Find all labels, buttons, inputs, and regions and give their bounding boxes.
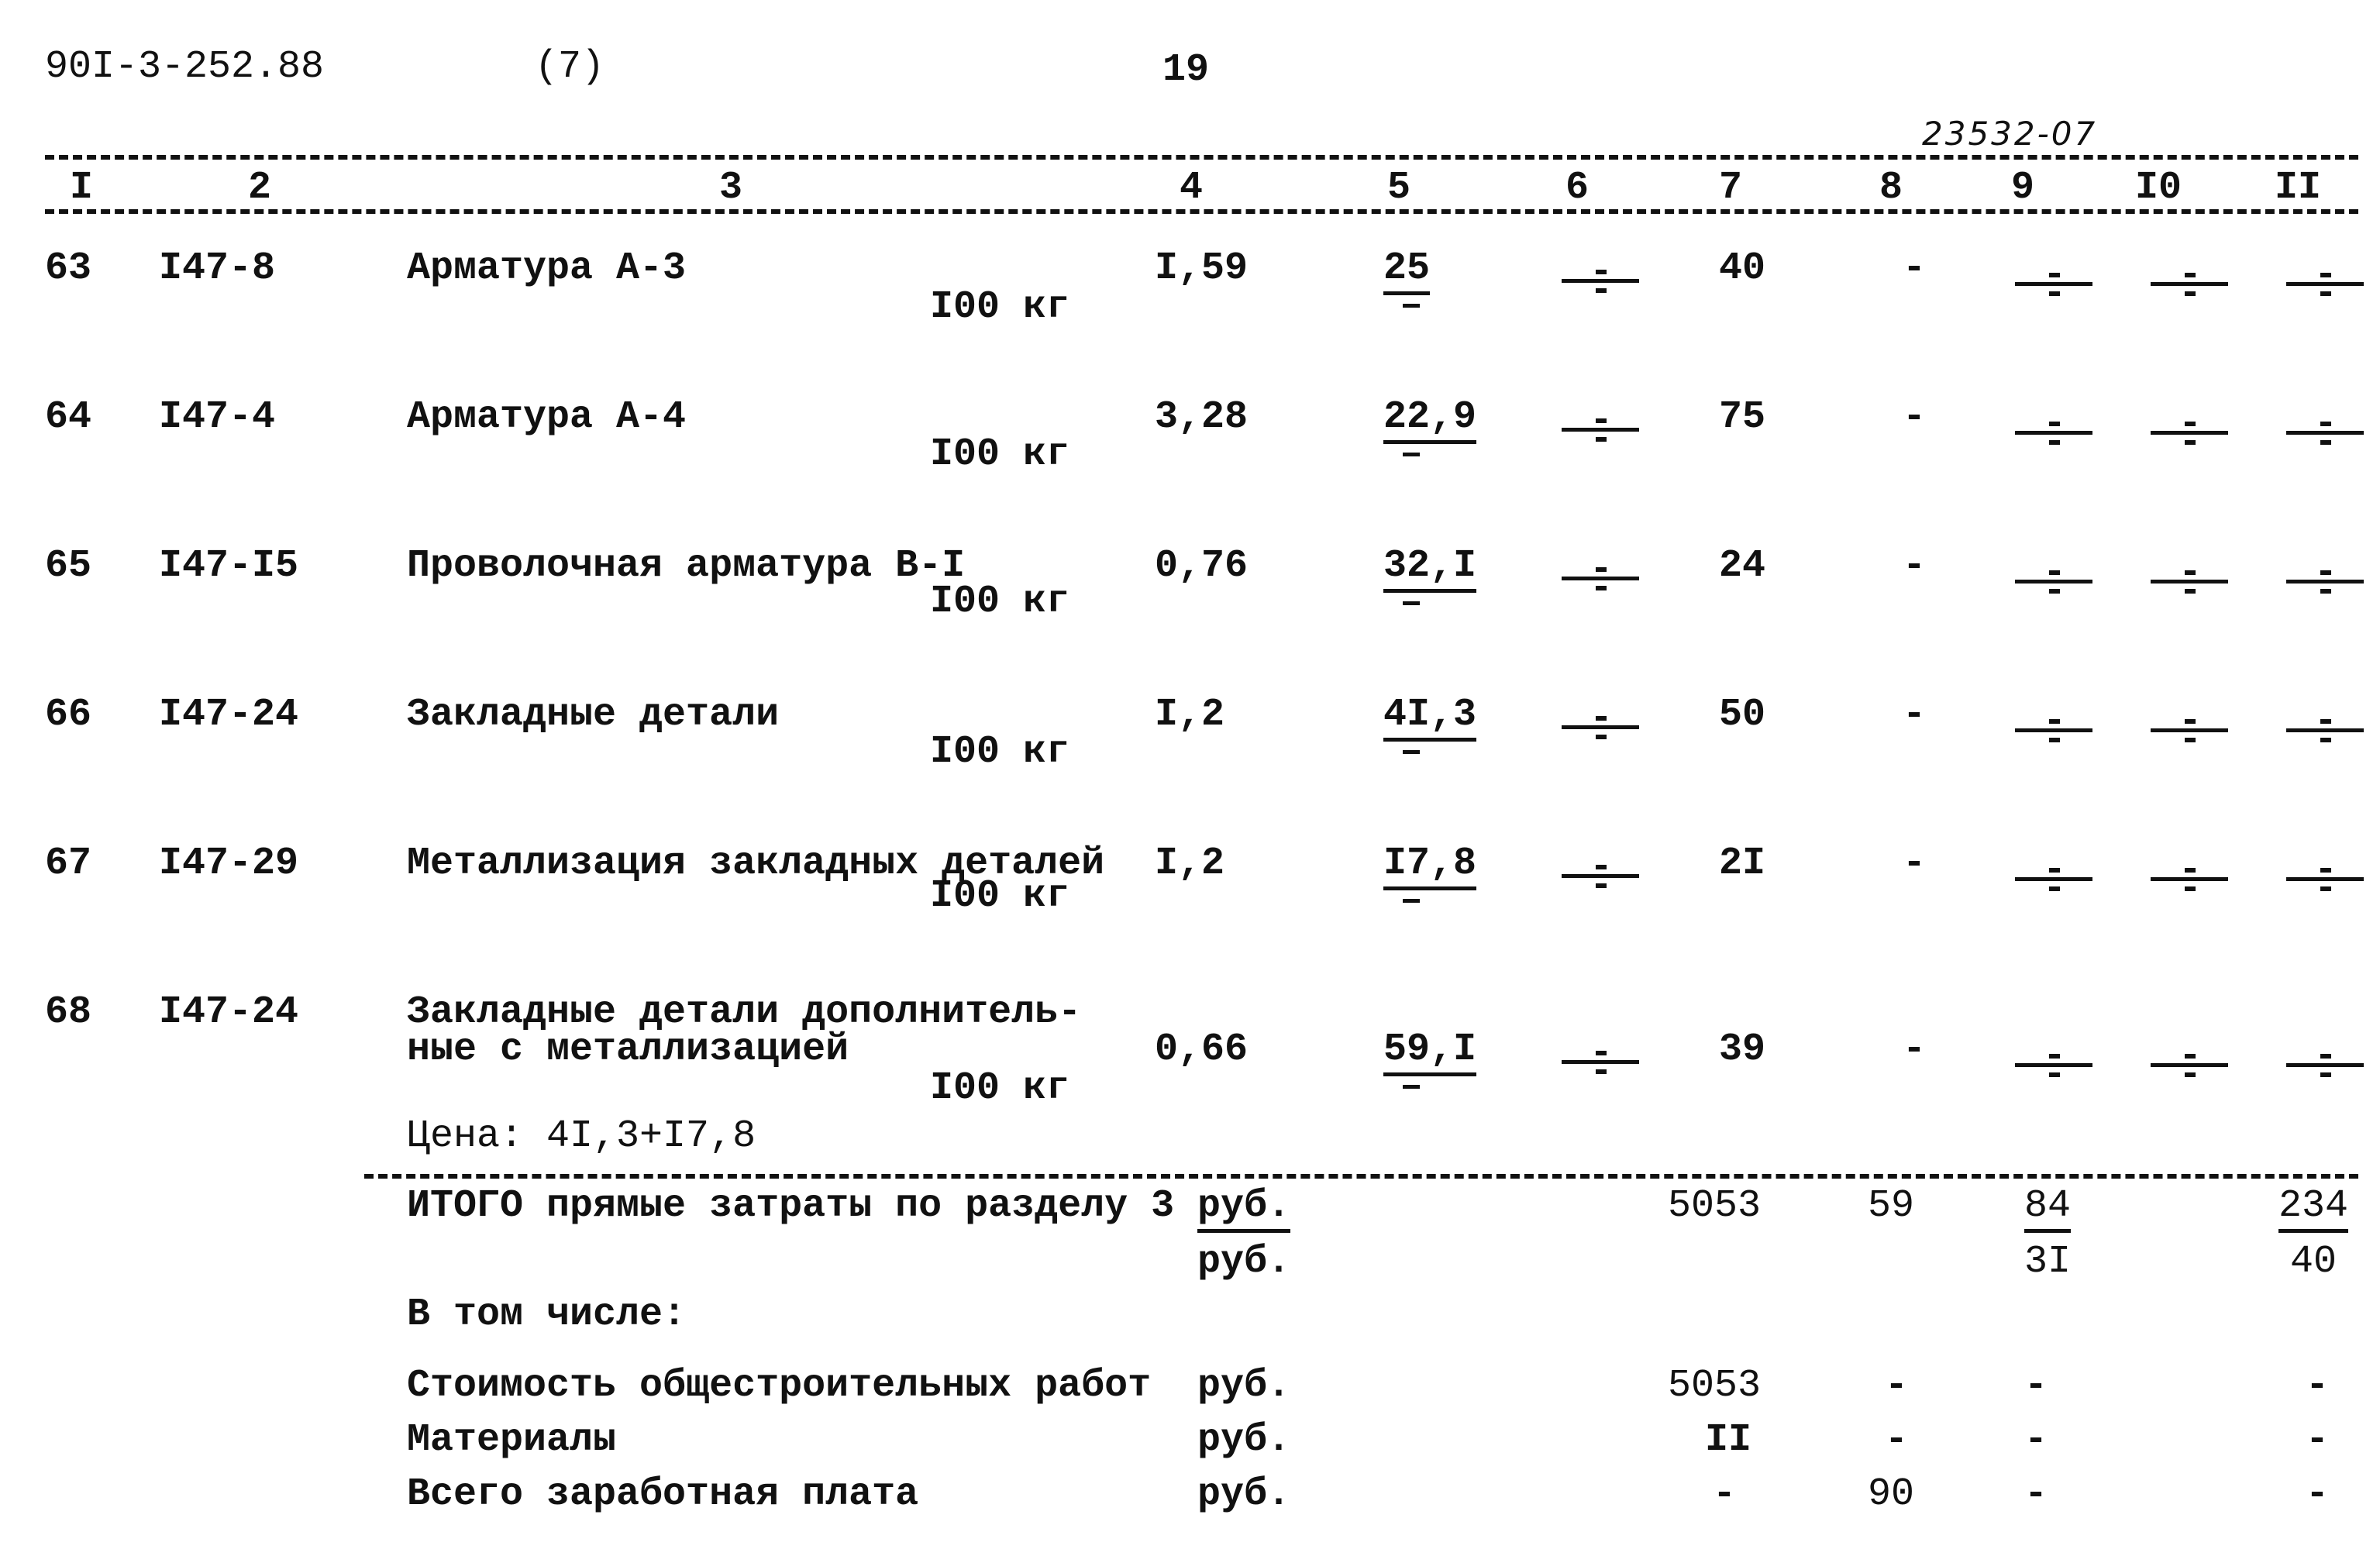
breakdown-col8: - (1885, 1364, 1909, 1408)
breakdown-col11: - (2306, 1418, 2330, 1462)
row-name: Закладные детали (407, 693, 780, 737)
row-col6-empty (1562, 567, 1639, 590)
row-code: I47-4 (159, 395, 276, 439)
row-unit: I00 кг (930, 730, 1070, 774)
summary-unit-2: руб. (1197, 1240, 1291, 1284)
column-header-10: I0 (2135, 166, 2182, 210)
row-unit: I00 кг (930, 1066, 1070, 1110)
row-col10-empty (2151, 868, 2228, 891)
row-total: 40 (1719, 246, 1766, 291)
row-unit: I00 кг (930, 874, 1070, 918)
row-total: 2I (1719, 842, 1766, 886)
row-price-dash (1403, 304, 1420, 308)
row-unit-price: I7,8 (1383, 845, 1476, 890)
row-unit: I00 кг (930, 580, 1070, 624)
row-price-dash (1403, 601, 1420, 605)
column-header-3: 3 (719, 166, 743, 210)
row-number: 65 (45, 544, 92, 588)
row-code: I47-I5 (159, 544, 299, 588)
summary-label: ИТОГО прямые затраты по разделу 3 (407, 1184, 1175, 1228)
summary-rule (364, 1174, 2358, 1179)
column-header-8: 8 (1879, 166, 1903, 210)
column-header-9: 9 (2011, 166, 2035, 210)
row-col9-empty (2015, 719, 2092, 742)
row-code: I47-29 (159, 842, 299, 886)
summary-col9-top: 84 (2024, 1187, 2071, 1233)
row-col11-empty (2286, 1054, 2364, 1077)
row-price-dash (1403, 750, 1420, 754)
row-col8: - (1903, 1028, 1927, 1072)
breakdown-col9: - (2024, 1472, 2048, 1516)
row-col11-empty (2286, 570, 2364, 594)
row-name: Металлизация закладных деталей (407, 842, 1105, 886)
breakdown-col8: 90 (1868, 1472, 1915, 1516)
row-unit-price: 32,I (1383, 547, 1476, 593)
row-number: 63 (45, 246, 92, 291)
row-name-line-2: ные с металлизацией (407, 1028, 849, 1072)
row-name-line-1: Закладные детали дополнитель- (407, 990, 1082, 1034)
row-col9-empty (2015, 868, 2092, 891)
row-quantity: 3,28 (1155, 395, 1249, 439)
document-code: 90I-3-252.88 (45, 45, 325, 89)
row-number: 68 (45, 990, 92, 1034)
row-col11-empty (2286, 422, 2364, 445)
row-name: Арматура А-4 (407, 395, 687, 439)
row-code: I47-24 (159, 990, 299, 1034)
breakdown-label: Материалы (407, 1418, 617, 1462)
row-quantity: I,2 (1155, 842, 1225, 886)
breakdown-unit: руб. (1197, 1364, 1291, 1408)
header-rule-top (45, 155, 2358, 160)
breakdown-col9: - (2024, 1364, 2048, 1408)
column-header-5: 5 (1387, 166, 1411, 210)
column-header-2: 2 (248, 166, 272, 210)
row-quantity: I,2 (1155, 693, 1225, 737)
row-unit-price: 22,9 (1383, 398, 1476, 444)
header-rule-bottom (45, 209, 2358, 214)
row-quantity: 0,66 (1155, 1028, 1249, 1072)
breakdown-col11: - (2306, 1364, 2330, 1408)
breakdown-col11: - (2306, 1472, 2330, 1516)
breakdown-col8: - (1885, 1418, 1909, 1462)
row-number: 66 (45, 693, 92, 737)
row-col10-empty (2151, 570, 2228, 594)
row-name: Арматура А-3 (407, 246, 687, 291)
row-unit: I00 кг (930, 285, 1070, 329)
row-number: 67 (45, 842, 92, 886)
column-header-6: 6 (1565, 166, 1590, 210)
row-name: Проволочная арматура В-I (407, 544, 966, 588)
sheet-number: (7) (535, 45, 605, 89)
column-header-7: 7 (1719, 166, 1743, 210)
breakdown-col7: II (1705, 1418, 1752, 1462)
row-quantity: 0,76 (1155, 544, 1249, 588)
row-unit-price: 25 (1383, 250, 1430, 295)
row-col8: - (1903, 544, 1927, 588)
row-col9-empty (2015, 422, 2092, 445)
row-total: 39 (1719, 1028, 1766, 1072)
page-number: 19 (1162, 48, 1210, 92)
breakdown-label: Стоимость общестроительных работ (407, 1364, 1152, 1408)
row-price-dash (1403, 453, 1420, 456)
row-col11-empty (2286, 273, 2364, 296)
inventory-number: 23532-07 (1922, 115, 2098, 153)
row-col9-empty (2015, 1054, 2092, 1077)
breakdown-col7: 5053 (1668, 1364, 1762, 1408)
row-col11-empty (2286, 719, 2364, 742)
row-col8: - (1903, 693, 1927, 737)
row-price-dash (1403, 1085, 1420, 1089)
row-col6-empty (1562, 1051, 1639, 1074)
breakdown-col7: - (1713, 1472, 1737, 1516)
row-col9-empty (2015, 570, 2092, 594)
row-total: 24 (1719, 544, 1766, 588)
breakdown-unit: руб. (1197, 1418, 1291, 1462)
summary-col11-bottom: 40 (2290, 1240, 2337, 1284)
row-total: 50 (1719, 693, 1766, 737)
row-col8: - (1903, 246, 1927, 291)
summary-col9-bottom: 3I (2024, 1240, 2072, 1284)
row-col11-empty (2286, 868, 2364, 891)
column-header-4: 4 (1180, 166, 1204, 210)
summary-col7: 5053 (1668, 1184, 1762, 1228)
row-col6-empty (1562, 418, 1639, 442)
row-code: I47-8 (159, 246, 276, 291)
row-number: 64 (45, 395, 92, 439)
row-col9-empty (2015, 273, 2092, 296)
row-col6-empty (1562, 865, 1639, 888)
row-unit-price: 59,I (1383, 1031, 1476, 1076)
row-unit: I00 кг (930, 432, 1070, 477)
breakdown-label: Всего заработная плата (407, 1472, 919, 1516)
breakdown-col9: - (2024, 1418, 2048, 1462)
breakdown-unit: руб. (1197, 1472, 1291, 1516)
row-col10-empty (2151, 422, 2228, 445)
row-col8: - (1903, 395, 1927, 439)
row-col8: - (1903, 842, 1927, 886)
including-label: В том числе: (407, 1293, 687, 1337)
row-col6-empty (1562, 716, 1639, 739)
row-col10-empty (2151, 273, 2228, 296)
row-total: 75 (1719, 395, 1766, 439)
summary-unit-1: руб. (1197, 1187, 1290, 1233)
row-unit-price: 4I,3 (1383, 696, 1476, 742)
row-quantity: I,59 (1155, 246, 1249, 291)
summary-col11-top: 234 (2278, 1187, 2348, 1233)
column-header-1: I (70, 166, 94, 210)
row-col6-empty (1562, 270, 1639, 293)
price-note: Цена: 4I,3+I7,8 (407, 1114, 756, 1158)
summary-col8: 59 (1868, 1184, 1915, 1228)
row-code: I47-24 (159, 693, 299, 737)
row-col10-empty (2151, 1054, 2228, 1077)
row-col10-empty (2151, 719, 2228, 742)
column-header-11: II (2275, 166, 2322, 210)
row-price-dash (1403, 899, 1420, 903)
